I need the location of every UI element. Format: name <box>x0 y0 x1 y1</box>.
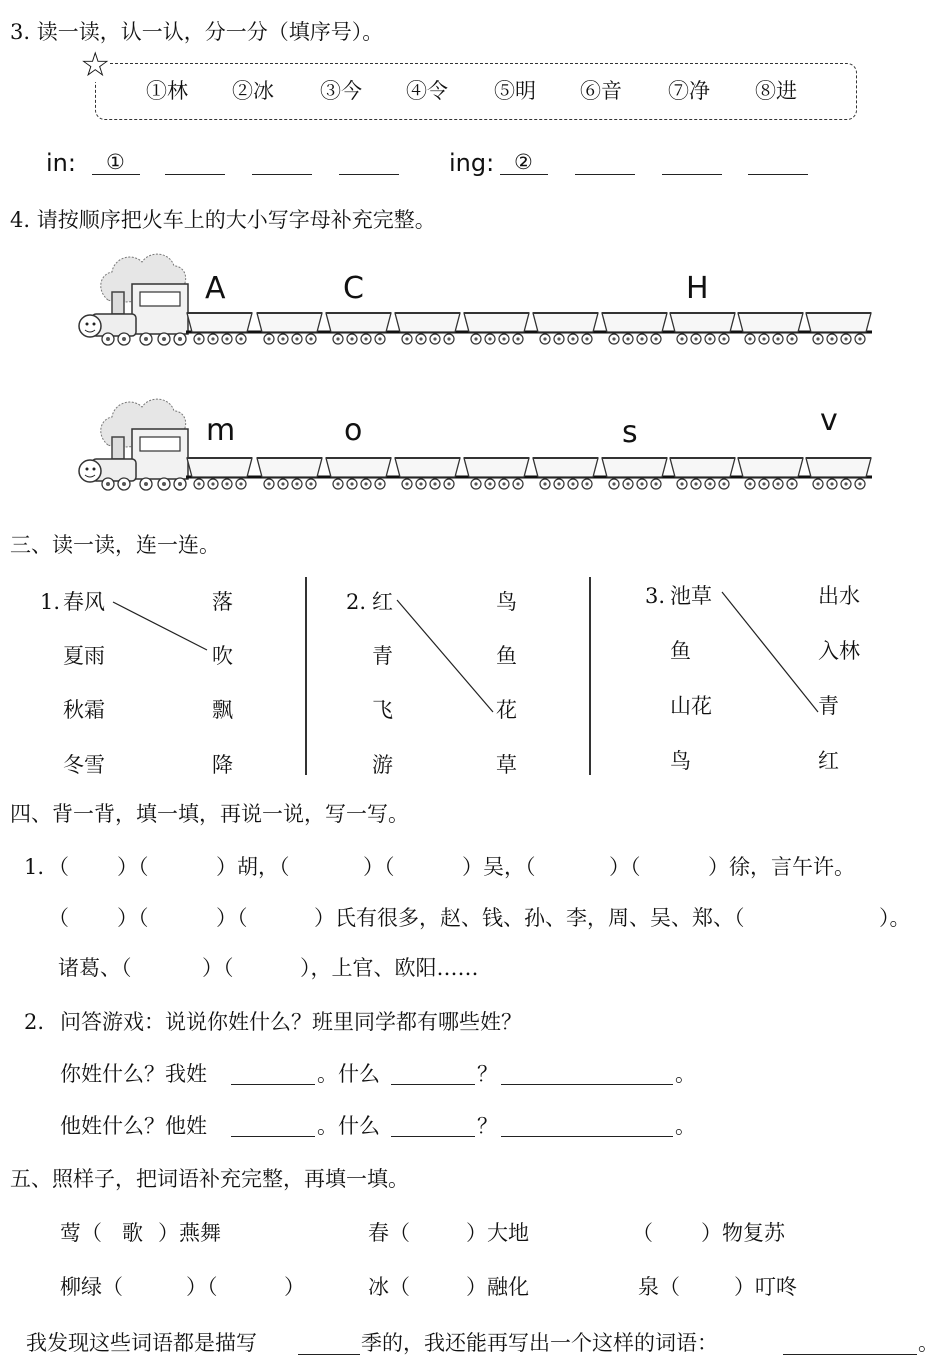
train2-letter-m: m <box>206 413 236 448</box>
option-7: ⑦净 <box>668 79 710 103</box>
g1-left-4: 冬雪 <box>63 753 105 777</box>
l1-p0: （ <box>48 855 69 879</box>
g3-right-2: 入林 <box>818 639 860 663</box>
r1c1-p0: 莺（ <box>60 1221 102 1245</box>
sec3-title: 三、读一读，连一连。 <box>10 533 220 557</box>
row2-blank-1[interactable] <box>231 1136 315 1137</box>
l1-p2: ）胡，（ <box>216 855 290 879</box>
r2c3-p1: ）叮咚 <box>734 1275 797 1299</box>
row2-blank-2[interactable] <box>391 1136 475 1137</box>
g1-right-2: 吹 <box>212 644 233 668</box>
train2-letter-s: s <box>622 415 638 450</box>
r2c1-p2: ） <box>284 1275 305 1299</box>
in-label: in: <box>46 149 76 177</box>
option-1: ①林 <box>146 79 188 103</box>
final-p2: 。 <box>918 1331 939 1355</box>
row2-blank-3[interactable] <box>501 1136 673 1137</box>
q3-title: 3. 读一读，认一认，分一分（填序号）。 <box>10 20 384 44</box>
g1-label: 1. <box>40 590 61 614</box>
row1-blank-3[interactable] <box>501 1084 673 1085</box>
r1c2-p1: ）大地 <box>466 1221 529 1245</box>
r2c1-p0: 柳绿（ <box>60 1275 123 1299</box>
r2c3-p0: 泉（ <box>638 1275 680 1299</box>
sec4-q1-num: 1. <box>24 855 45 879</box>
l1-p1: ）（ <box>117 855 149 879</box>
l2-p1: ）（ <box>117 906 149 930</box>
final-p0: 我发现这些词语都是描写 <box>26 1331 257 1355</box>
g1-left-1: 春风 <box>63 590 105 614</box>
l2-p2: ）（ <box>216 906 248 930</box>
g1-left-3: 秋霜 <box>63 698 105 722</box>
train1-letter-C: C <box>343 271 364 306</box>
final-p1: 季的，我还能再写出一个这样的词语： <box>361 1331 718 1355</box>
r1c1-answer: 歌 <box>122 1221 143 1245</box>
g3-example-line <box>722 592 818 712</box>
final-blank-1[interactable] <box>298 1354 360 1355</box>
g2-example-line <box>397 600 493 712</box>
g3-left-2: 鱼 <box>670 639 691 663</box>
r1c3-p1: ）物复苏 <box>701 1221 785 1245</box>
g2-right-3: 花 <box>496 698 517 722</box>
r2c1-p1: ）（ <box>186 1275 218 1299</box>
option-2: ②冰 <box>232 79 274 103</box>
r2c2-p1: ）融化 <box>466 1275 529 1299</box>
row1-blank-2[interactable] <box>391 1084 475 1085</box>
l1-p6: ）徐，言午许。 <box>708 855 855 879</box>
sec5-title: 五、照样子，把词语补充完整，再填一填。 <box>10 1167 409 1191</box>
g3-left-4: 鸟 <box>670 749 691 773</box>
row1-p1: 。什么 <box>317 1062 380 1086</box>
g1-left-2: 夏雨 <box>63 644 105 668</box>
g3-right-4: 红 <box>818 749 839 773</box>
g2-left-2: 青 <box>372 644 393 668</box>
sec4-q2-num: 2. <box>24 1010 45 1034</box>
g2-right-4: 草 <box>496 753 517 777</box>
l2-p0: （ <box>48 906 69 930</box>
l1-p4: ）吴，（ <box>462 855 536 879</box>
train2-letter-o: o <box>344 413 363 448</box>
in-example: ① <box>106 150 125 174</box>
g2-right-2: 鱼 <box>496 644 517 668</box>
row1-blank-1[interactable] <box>231 1084 315 1085</box>
l1-p3: ）（ <box>363 855 395 879</box>
g3-left-3: 山花 <box>670 694 712 718</box>
g2-left-3: 飞 <box>372 698 393 722</box>
option-6: ⑥音 <box>580 79 622 103</box>
row2-p0: 他姓什么？他姓 <box>60 1114 207 1138</box>
option-8: ⑧进 <box>755 79 797 103</box>
row1-p3: 。 <box>675 1062 696 1086</box>
l3-p0: 诸葛、（ <box>58 956 132 980</box>
r1c1-p2: ）燕舞 <box>158 1221 221 1245</box>
ing-example: ② <box>514 150 533 174</box>
g1-example-line <box>113 602 207 650</box>
sec4-q2-text: 问答游戏：说说你姓什么？班里同学都有哪些姓？ <box>60 1010 522 1034</box>
g1-right-4: 降 <box>212 753 233 777</box>
row1-p2: ？ <box>477 1062 498 1086</box>
g2-right-1: 鸟 <box>496 590 517 614</box>
g3-right-1: 出水 <box>818 584 860 608</box>
row2-p1: 。什么 <box>317 1114 380 1138</box>
sec4-title: 四、背一背，填一填，再说一说，写一写。 <box>10 802 409 826</box>
l2-p3: ）氏有很多，赵、钱、孙、李，周、吴、郑、（ <box>314 906 745 930</box>
r1c3-p0: （ <box>632 1221 653 1245</box>
l2-p4: ）。 <box>879 906 911 930</box>
ing-label: ing: <box>449 149 495 177</box>
row1-p0: 你姓什么？我姓 <box>60 1062 207 1086</box>
option-3: ③今 <box>320 79 362 103</box>
l1-p5: ）（ <box>609 855 641 879</box>
l3-p2: ），上官、欧阳…… <box>300 956 479 980</box>
option-4: ④令 <box>406 79 448 103</box>
option-5: ⑤明 <box>494 79 536 103</box>
train2-letter-v: v <box>820 403 838 438</box>
g1-right-1: 落 <box>212 590 233 614</box>
l3-p1: ）（ <box>202 956 234 980</box>
row2-p2: ？ <box>477 1114 498 1138</box>
g2-label: 2. <box>346 590 367 614</box>
g3-label: 3. <box>645 584 666 608</box>
train1-letter-A: A <box>205 271 226 306</box>
q4-title: 4. 请按顺序把火车上的大小写字母补充完整。 <box>10 208 436 232</box>
g1-right-3: 飘 <box>212 698 233 722</box>
g3-right-3: 青 <box>818 694 839 718</box>
final-blank-2[interactable] <box>783 1354 917 1355</box>
train1-letter-H: H <box>686 271 709 306</box>
r2c2-p0: 冰（ <box>368 1275 410 1299</box>
row2-p3: 。 <box>675 1114 696 1138</box>
g2-left-1: 红 <box>372 590 393 614</box>
g3-left-1: 池草 <box>670 584 712 608</box>
star-icon: ☆ <box>80 45 111 85</box>
r1c2-p0: 春（ <box>368 1221 410 1245</box>
g2-left-4: 游 <box>372 753 393 777</box>
